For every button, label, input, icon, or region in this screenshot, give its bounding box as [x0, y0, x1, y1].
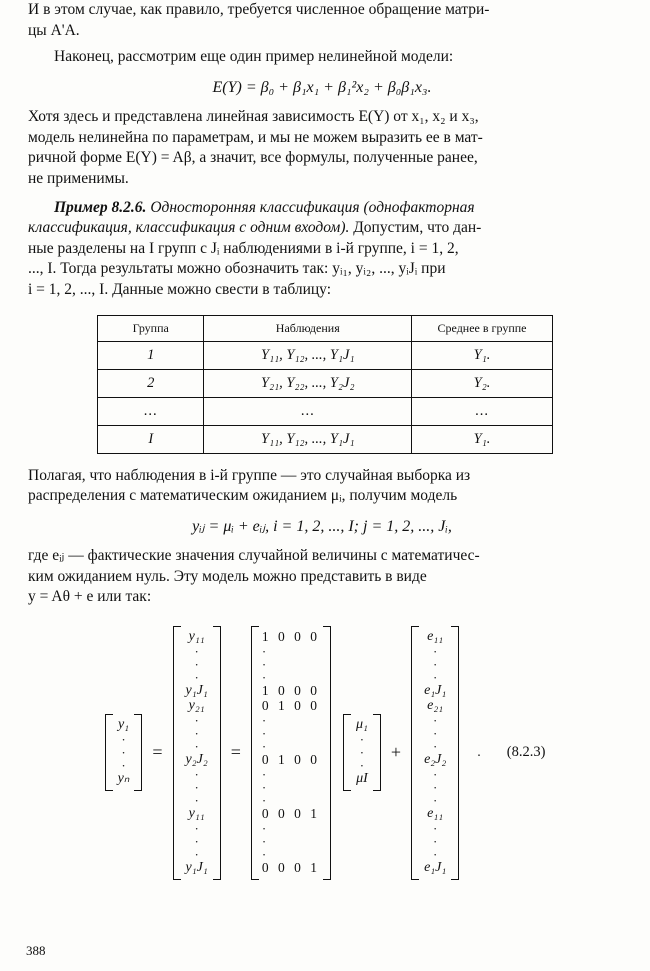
theta-entry: μ₁ [356, 717, 368, 733]
paragraph-1-line-2: цы A'A. [28, 21, 80, 39]
observations-table-wrapper [0, 315, 650, 454]
error-entry: e₁₁ [427, 628, 444, 644]
formula-model: yᵢⱼ = μᵢ + eᵢⱼ, i = 1, 2, ..., I; j = 1, 2, ..., Jᵢ, [192, 517, 452, 535]
design-row: · [261, 669, 267, 685]
paragraph-1-line-1: И в этом случае, как правило, требуется численное обращение матри- [28, 1, 490, 18]
equals-sign-2: = [230, 742, 241, 763]
error-entry: e₁J₁ [424, 682, 447, 698]
equals-sign-1: = [152, 742, 163, 763]
cell-mean: Y₂. [412, 369, 553, 397]
document-body-lower [28, 466, 616, 608]
y-vector-entry: · [121, 732, 126, 748]
observation-entry: · [194, 738, 199, 754]
example-text-line-3: ..., I. Тогда результаты можно обозначить так: yᵢ₁, yᵢ₂, ..., yᵢJᵢ при [28, 260, 446, 278]
paragraph-6-line-3: y = Aθ + e или так: [28, 588, 152, 606]
document-body [28, 0, 616, 301]
design-row: · [261, 656, 267, 672]
y-vector-entry: yₙ [117, 771, 130, 787]
paragraph-3-line-3: ричной форме E(Y) = Aβ, а значит, все формулы, полученные ранее, [28, 149, 478, 167]
paragraph-3-line-4: не применимы. [28, 169, 129, 187]
design-row: · [261, 643, 267, 659]
design-row: · [261, 766, 267, 782]
observation-entry: y₁J₁ [185, 859, 208, 875]
design-row: 1 0 0 0 [261, 628, 320, 644]
observation-vector [180, 626, 214, 880]
cell-observations: Y₂₁, Y₂₂, ..., Y₂J₂ [204, 369, 412, 397]
error-entry: · [432, 846, 438, 862]
error-entry: e₂J₂ [424, 751, 447, 767]
page-number: 388 [26, 943, 46, 958]
paragraph-5-line-2: распределения с математическим ожиданием μᵢ, получим модель [28, 487, 458, 505]
observation-entry: · [194, 792, 199, 808]
design-row: 0 0 0 1 [261, 805, 320, 821]
observation-entry: · [194, 846, 199, 862]
theta-vector-bracket [343, 714, 381, 791]
error-vector [418, 626, 452, 880]
table-header-observations: Наблюдения [204, 315, 412, 341]
cell-mean: Y₁. [412, 425, 553, 453]
error-entry: · [432, 712, 438, 728]
table-header-group-mean: Среднее в группе [412, 315, 553, 341]
observation-entry: · [194, 725, 199, 741]
observation-entry: y₁₁ [188, 628, 205, 644]
design-row: · [261, 833, 267, 849]
design-row: 1 0 0 0 [261, 682, 320, 698]
paragraph-3-line-1: Хотя здесь и представлена линейная зависимость E(Y) от x₁, x₂ и x₃, [28, 108, 479, 126]
y-vector-entry: y₁ [117, 717, 130, 733]
example-title-part-2: классификация, классификация с одним входом). [28, 219, 350, 237]
theta-vector [350, 714, 374, 791]
y-vector-entry: · [121, 758, 126, 774]
table-header-row [98, 315, 553, 341]
observations-table [97, 315, 553, 454]
cell-observations: ... [204, 397, 412, 425]
y-vector-bracket [105, 714, 143, 791]
design-row: · [261, 738, 267, 754]
paragraph-5 [28, 466, 616, 507]
table-row [98, 397, 553, 425]
theta-entry: · [359, 745, 365, 761]
error-entry: · [432, 643, 438, 659]
design-row: 0 1 0 0 [261, 751, 320, 767]
y-vector-entry: · [121, 745, 126, 761]
cell-group: I [98, 425, 204, 453]
cell-observations: Y₁₁, Y₁₂, ..., Y₁J₁ [204, 341, 412, 369]
table-row [98, 369, 553, 397]
observation-entry: · [194, 766, 199, 782]
design-matrix [258, 626, 324, 880]
observation-entry: y₂₁ [188, 697, 205, 713]
example-text-line-1: Допустим, что дан- [353, 219, 482, 237]
design-row: · [261, 712, 267, 728]
paragraph-6 [28, 546, 616, 608]
paragraph-2: Наконец, рассмотрим еще один пример нелинейной модели: [54, 48, 454, 66]
plus-sign: + [390, 742, 402, 763]
example-text-line-4: i = 1, 2, ..., I. Данные можно свести в таблицу: [28, 280, 332, 298]
theta-entry: · [359, 758, 365, 774]
design-row: 0 1 0 0 [261, 697, 320, 713]
paragraph-5-line-1: Полагая, что наблюдения в i-й группе — это случайная выборка из [28, 466, 471, 484]
design-matrix-bracket [251, 626, 331, 880]
observation-vector-bracket [173, 626, 221, 880]
cell-group: ... [98, 397, 204, 425]
example-block [28, 198, 616, 301]
observation-entry: y₁₁ [188, 805, 205, 821]
observation-entry: · [194, 643, 199, 659]
observation-entry: y₂J₂ [185, 751, 208, 767]
observation-entry: · [194, 656, 199, 672]
error-entry: · [432, 725, 438, 741]
paragraph-3-line-2: модель нелинейна по параметрам, и мы не можем выразить ее в мат- [28, 128, 483, 146]
example-title-part-1: Односторонняя классификация (однофакторная [150, 198, 475, 216]
design-row: · [261, 846, 267, 862]
theta-entry: μI [356, 771, 368, 787]
error-entry: e₁₁ [427, 805, 444, 821]
table-row [98, 425, 553, 453]
design-row: 0 0 0 1 [261, 859, 320, 875]
observation-entry: · [194, 779, 199, 795]
error-entry: · [432, 656, 438, 672]
theta-entry: · [359, 732, 365, 748]
cell-mean: Y₁. [412, 341, 553, 369]
design-row: · [261, 725, 267, 741]
cell-group: 2 [98, 369, 204, 397]
error-vector-bracket [411, 626, 459, 880]
error-entry: · [432, 669, 438, 685]
table-header-group: Группа [98, 315, 204, 341]
error-entry: e₂₁ [427, 697, 444, 713]
design-row: · [261, 792, 267, 808]
observation-entry: y₁J₁ [185, 682, 208, 698]
paragraph-3 [28, 107, 616, 189]
cell-group: 1 [98, 341, 204, 369]
error-entry: · [432, 833, 438, 849]
error-entry: · [432, 766, 438, 782]
error-entry: · [432, 779, 438, 795]
paragraph-1 [28, 0, 616, 41]
formula-nonlinear-model: E(Y) = β₀ + β₁x₁ + β₁²x₂ + β₀β₁x₃. [212, 78, 432, 96]
design-row: · [261, 820, 267, 836]
trailing-period: . [477, 744, 481, 760]
paragraph-6-line-1: где eᵢⱼ — фактические значения случайной величины с математичес- [28, 547, 480, 565]
paragraph-6-line-2: ким ожиданием нуль. Эту модель можно представить в виде [28, 567, 427, 585]
matrix-equation [0, 626, 650, 880]
error-entry: · [432, 792, 438, 808]
example-label: Пример 8.2.6. [54, 198, 147, 216]
y-vector [112, 714, 136, 791]
example-text-line-2: ные разделены на I групп с Jᵢ наблюдениями в i-й группе, i = 1, 2, [28, 239, 459, 257]
observation-entry: · [194, 669, 199, 685]
table-row [98, 341, 553, 369]
error-entry: · [432, 820, 438, 836]
observation-entry: · [194, 833, 199, 849]
cell-mean: ... [412, 397, 553, 425]
equation-number: (8.2.3) [506, 744, 546, 761]
observation-entry: · [194, 712, 199, 728]
observation-entry: · [194, 820, 199, 836]
error-entry: · [432, 738, 438, 754]
error-entry: e₁J₁ [424, 859, 447, 875]
design-row: · [261, 779, 267, 795]
cell-observations: Y₁₁, Y₁₂, ..., Y₁J₁ [204, 425, 412, 453]
